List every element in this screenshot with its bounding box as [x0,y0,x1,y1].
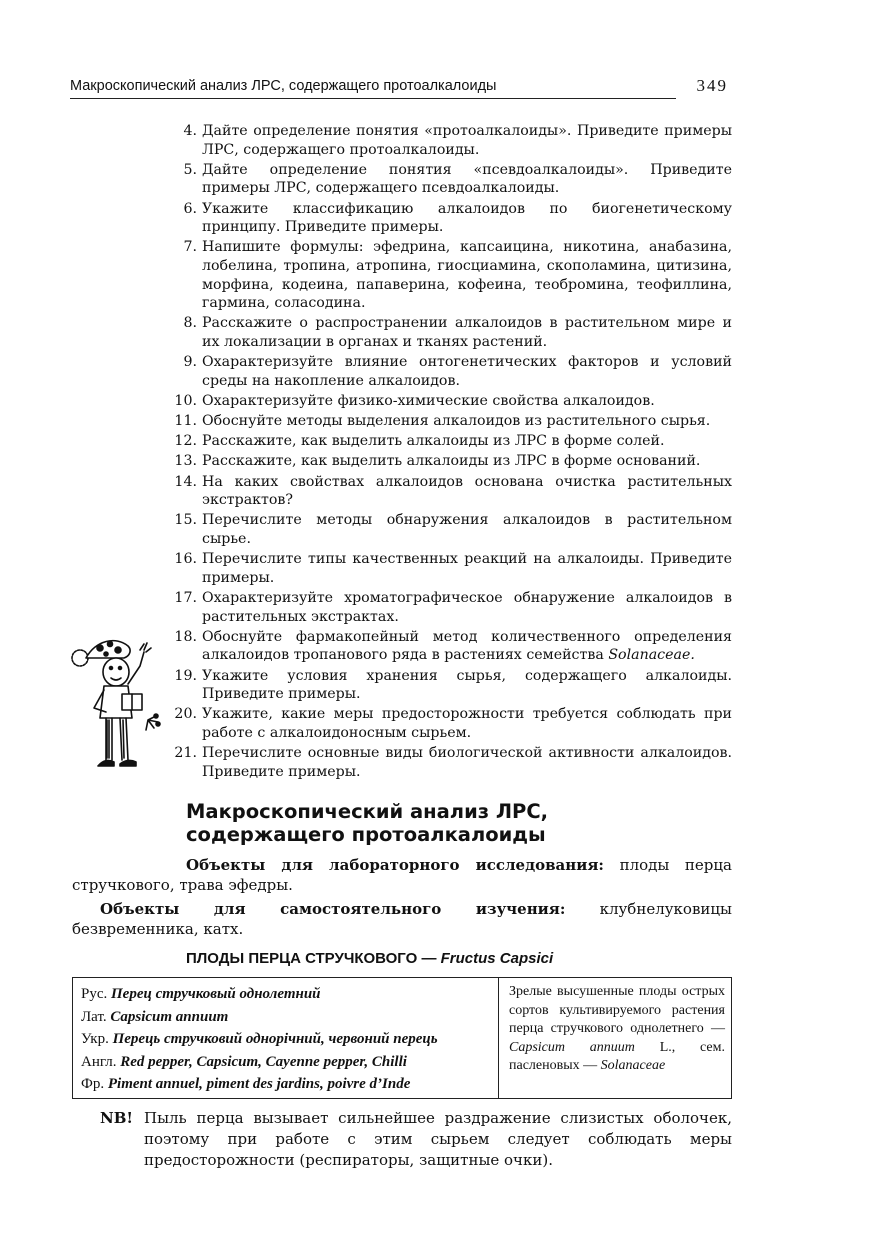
question-body: Перечислите типы качественных реакций на алкалоиды. Приведите примеры. [202,551,732,586]
nb-text: Пыль перца вызывает сильнейшее раздражение слизистых оболочек, поэтому при работе с этим сырьем следует соблюдать меры предосторожности (респираторы, защитные очки). [144,1109,732,1169]
question-number: 6. [183,200,197,217]
plant-names-column [73,978,499,1098]
plant-title-latin: Fructus Capsici [440,950,554,967]
question-body: Перечислите основные виды биологической активности алкалоидов. Приведите примеры. [202,745,732,780]
question-body: Расскажите о распространении алкалоидов в растительном мире и их локализации в органах и тканях растений. [202,315,732,350]
question-item [170,200,732,237]
plant-title-ru: ПЛОДЫ ПЕРЦА СТРУЧКОВОГО — [186,950,437,967]
question-item [170,667,732,704]
question-text [202,473,732,510]
plant-names-table [72,977,732,1099]
running-header [70,76,730,100]
question-body: Укажите условия хранения сырья, содержащего алкалоиды. Приведите примеры. [202,667,732,703]
question-body: Охарактеризуйте влияние онтогенетических факторов и условий среды на накопление алкалоидов. [202,354,732,389]
question-body: Охарактеризуйте физико-химические свойства алкалоидов. [202,392,655,409]
section-heading [186,800,548,846]
plant-name-lang: Фр. [81,1076,105,1092]
question-text [202,432,732,451]
question-item [170,473,732,510]
question-number: 9. [183,354,197,371]
question-text [202,161,732,198]
objects-lab-paragraph [72,855,732,895]
question-item [170,238,732,312]
plant-name-row [81,1073,498,1096]
plant-name-row [81,983,498,1006]
desc-prefix: Зрелые высушенные плоды острых сортов культивируемого растения перца стручкового однолетнего — [509,984,725,1036]
question-number: 20. [174,706,197,723]
question-text [202,628,732,665]
question-text [202,238,732,312]
plant-name-value: Red pepper, Capsicum, Cayenne pepper, Chilli [120,1053,407,1070]
section-heading-line1: Макроскопический анализ ЛРС, [186,800,549,823]
plant-name-row [81,1028,498,1051]
question-text [202,667,732,704]
question-number: 7. [183,239,197,256]
page-number: 349 [696,76,728,95]
question-item [170,314,732,351]
plant-name-lang: Рус. [81,986,108,1002]
question-text [202,744,732,781]
question-text [202,412,732,431]
plant-name-lang: Лат. [81,1008,107,1025]
plant-name-lang: Англ. [81,1053,117,1070]
plant-description [499,978,731,1098]
question-item [170,452,732,471]
question-item [170,432,732,451]
question-text [202,589,732,626]
question-italic-tail: Solanaceae. [608,647,695,664]
question-body: Обоснуйте методы выделения алкалоидов из растительного сырья. [202,413,711,430]
header-rule [70,98,676,99]
question-item [170,550,732,587]
question-text [202,200,732,237]
question-text [202,705,732,742]
question-text [202,392,732,411]
question-text [202,452,732,471]
question-body: Дайте определение понятия «псевдоалкалоиды». Приведите примеры ЛРС, содержащего псевдоалкалоиды. [202,161,732,197]
question-item [170,122,732,159]
question-text [202,511,732,548]
question-item [170,511,732,548]
question-number: 4. [183,123,197,139]
desc-family: Solanaceae [600,1058,666,1073]
question-number: 11. [174,413,197,430]
mascot-illustration [66,628,166,776]
section-heading-line2: содержащего протоалкалоиды [186,823,546,846]
question-item [170,161,732,198]
question-number: 21. [174,745,197,762]
question-number: 8. [183,315,197,332]
header-title: Макроскопический анализ ЛРС, содержащего протоалкалоиды [70,78,497,94]
question-text [202,314,732,351]
objects-self-paragraph [72,899,732,939]
question-body: Охарактеризуйте хроматографическое обнаружение алкалоидов в растительных экстрактах. [202,589,732,625]
plant-name-value: Перець стручковий однорічний, червоний перець [112,1031,438,1047]
objects-lab-label: Объекты для лабораторного исследования: [186,856,604,874]
question-number: 13. [174,453,197,470]
question-item [170,744,732,781]
desc-middle: L., сем. пасленовых — [509,1039,725,1073]
question-text [202,353,732,390]
plant-name-value: Capsicum annuum [110,1008,229,1025]
question-body: Напишите формулы: эфедрина, капсаицина, никотина, анабазина, лобелина, тропина, атропина, гиосциамина, скополамина, цитизина, морфина, кодеина, папаверина, кофеина, теобромина, теофиллина, гармина, соласодина. [202,239,732,312]
question-text [202,122,732,159]
question-body: Обоснуйте фармакопейный метод количественного определения алкалоидов тропанового ряда в растениях семейства [202,628,732,664]
question-body: Расскажите, как выделить алкалоиды из ЛРС в форме оснований. [202,453,701,470]
nb-note [100,1108,732,1171]
plant-name-row [81,1051,498,1074]
question-body: Укажите, какие меры предосторожности требуется соблюдать при работе с алкалоидоносным сырьем. [202,706,732,741]
objects-self-text: клубнелуковицы безвременника, катх. [72,900,732,938]
question-body: На каких свойствах алкалоидов основана очистка растительных экстрактов? [202,473,732,509]
question-number: 15. [174,512,197,529]
objects-self-label: Объекты для самостоятельного изучения: [100,900,566,918]
question-item [170,589,732,626]
question-number: 16. [174,551,197,568]
question-item [170,705,732,742]
question-number: 18. [174,628,197,645]
question-number: 14. [174,473,197,490]
question-number: 10. [174,392,197,409]
plant-name-value: Piment annuel, piment des jardins, poivre d’Inde [107,1076,411,1092]
question-item [170,353,732,390]
question-text [202,550,732,587]
question-item [170,628,732,665]
plant-name-value: Перец стручковый однолетний [111,986,321,1002]
question-number: 12. [174,433,197,450]
question-body: Перечислите методы обнаружения алкалоидов в растительном сырье. [202,512,732,547]
question-number: 17. [174,589,197,606]
plant-title [186,950,746,967]
question-body: Укажите классификацию алкалоидов по биогенетическому принципу. Приведите примеры. [202,200,732,236]
question-body: Расскажите, как выделить алкалоиды из ЛРС в форме солей. [202,433,665,450]
objects-lab-text: плоды перца стручкового, трава эфедры. [72,856,732,894]
nb-label: NB! [100,1109,133,1127]
question-number: 5. [183,161,197,178]
question-list [170,122,732,783]
question-item [170,412,732,431]
plant-name-row [81,1006,498,1029]
plant-name-lang: Укр. [81,1031,109,1047]
question-body: Дайте определение понятия «протоалкалоиды». Приведите примеры ЛРС, содержащего протоалкалоиды. [202,123,732,158]
question-number: 19. [174,667,197,684]
desc-species: Capsicum annuum [509,1039,635,1055]
question-item [170,392,732,411]
